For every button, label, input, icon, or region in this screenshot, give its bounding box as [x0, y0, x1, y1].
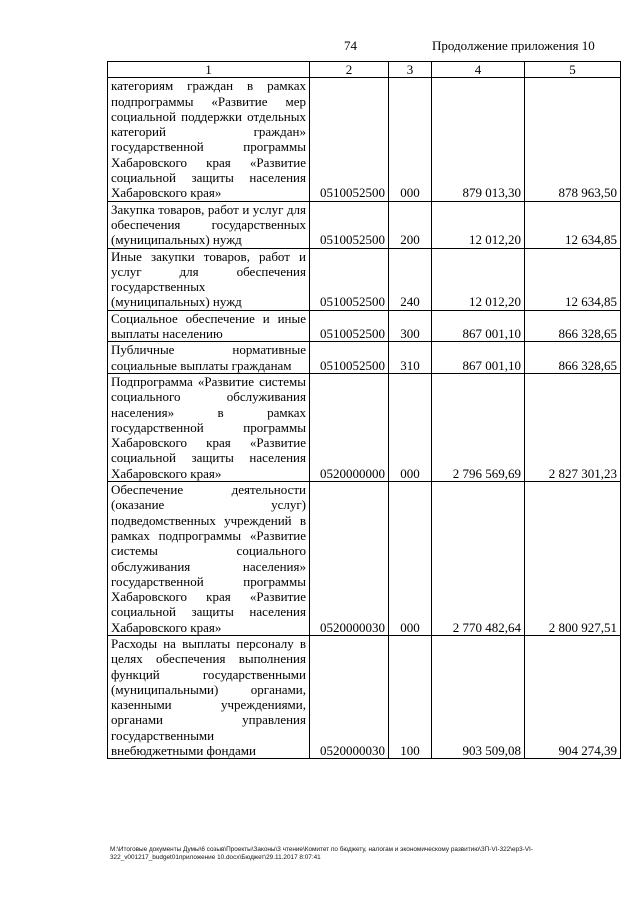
- table-row: [108, 248, 621, 310]
- row-name: Расходы на выплаты персоналу в целях обеспечения выполнения функций государственными (муниципальными) органами, казенными учреждениями, органами управления государственными внебюджетными фондами: [108, 635, 310, 758]
- row-name: Социальное обеспечение и иные выплаты населению: [108, 310, 310, 342]
- expense-type-code: 300: [389, 310, 432, 342]
- amount-year-2: 2 800 927,51: [525, 482, 621, 636]
- row-name: категориям граждан в рамках подпрограммы «Развитие мер социальной поддержки отдельных категорий граждан» государственной программы Хабаровского края «Развитие социальной защиты населения Хабаровского края»: [108, 78, 310, 201]
- target-code: 0510052500: [310, 78, 389, 201]
- amount-year-2: 866 328,65: [525, 342, 621, 374]
- expense-type-code: 200: [389, 201, 432, 248]
- expense-type-code: 100: [389, 635, 432, 758]
- column-header: 5: [525, 62, 621, 78]
- table-row: [108, 310, 621, 342]
- page-header: [0, 38, 640, 56]
- target-code: 0510052500: [310, 310, 389, 342]
- target-code: 0520000030: [310, 635, 389, 758]
- row-name: Подпрограмма «Развитие системы социального обслуживания населения» в рамках государственной программы Хабаровского края «Развитие социальной защиты населения Хабаровского края»: [108, 373, 310, 481]
- target-code: 0510052500: [310, 248, 389, 310]
- expense-type-code: 310: [389, 342, 432, 374]
- amount-year-2: 12 634,85: [525, 201, 621, 248]
- target-code: 0520000000: [310, 373, 389, 481]
- document-path-footer: M:\Итоговые документы Думы\6 созыв\Проекты\Законы\3 чтение\Комитет по бюджету, налогам и экономическому развитию\ЗП-VI-322\ер3-VI-322_v001217_budget01приложение 10.docx\Бюджет\29.11.2017 8:07:41: [110, 846, 533, 861]
- amount-year-1: 867 001,10: [432, 342, 525, 374]
- row-name: Обеспечение деятельности (оказание услуг) подведомственных учреждений в рамках подпрограммы «Развитие системы социального обслуживания населения» государственной программы Хабаровского края «Развитие социальной защиты населения Хабаровского края»: [108, 482, 310, 636]
- row-name: Публичные нормативные социальные выплаты гражданам: [108, 342, 310, 374]
- column-header: 4: [432, 62, 525, 78]
- row-name: Закупка товаров, работ и услуг для обеспечения государственных (муниципальных) нужд: [108, 201, 310, 248]
- appendix-continuation-label: Продолжение приложения 10: [432, 38, 595, 53]
- amount-year-2: 904 274,39: [525, 635, 621, 758]
- amount-year-1: 2 796 569,69: [432, 373, 525, 481]
- expense-type-code: 240: [389, 248, 432, 310]
- amount-year-2: 878 963,50: [525, 78, 621, 201]
- amount-year-2: 12 634,85: [525, 248, 621, 310]
- expense-type-code: 000: [389, 78, 432, 201]
- table-row: [108, 635, 621, 758]
- amount-year-2: 2 827 301,23: [525, 373, 621, 481]
- amount-year-1: 903 509,08: [432, 635, 525, 758]
- amount-year-1: 12 012,20: [432, 248, 525, 310]
- budget-table: [107, 61, 621, 759]
- amount-year-1: 12 012,20: [432, 201, 525, 248]
- target-code: 0510052500: [310, 342, 389, 374]
- page-number: 74: [344, 38, 357, 53]
- column-header: 3: [389, 62, 432, 78]
- expense-type-code: 000: [389, 482, 432, 636]
- target-code: 0510052500: [310, 201, 389, 248]
- table-row: [108, 78, 621, 201]
- table-row: [108, 201, 621, 248]
- column-header: 2: [310, 62, 389, 78]
- table-header-row: [108, 62, 621, 78]
- column-header: 1: [108, 62, 310, 78]
- row-name: Иные закупки товаров, работ и услуг для обеспечения государственных (муниципальных) нужд: [108, 248, 310, 310]
- amount-year-2: 866 328,65: [525, 310, 621, 342]
- table-row: [108, 342, 621, 374]
- target-code: 0520000030: [310, 482, 389, 636]
- amount-year-1: 879 013,30: [432, 78, 525, 201]
- amount-year-1: 2 770 482,64: [432, 482, 525, 636]
- table-row: [108, 482, 621, 636]
- table-row: [108, 373, 621, 481]
- amount-year-1: 867 001,10: [432, 310, 525, 342]
- expense-type-code: 000: [389, 373, 432, 481]
